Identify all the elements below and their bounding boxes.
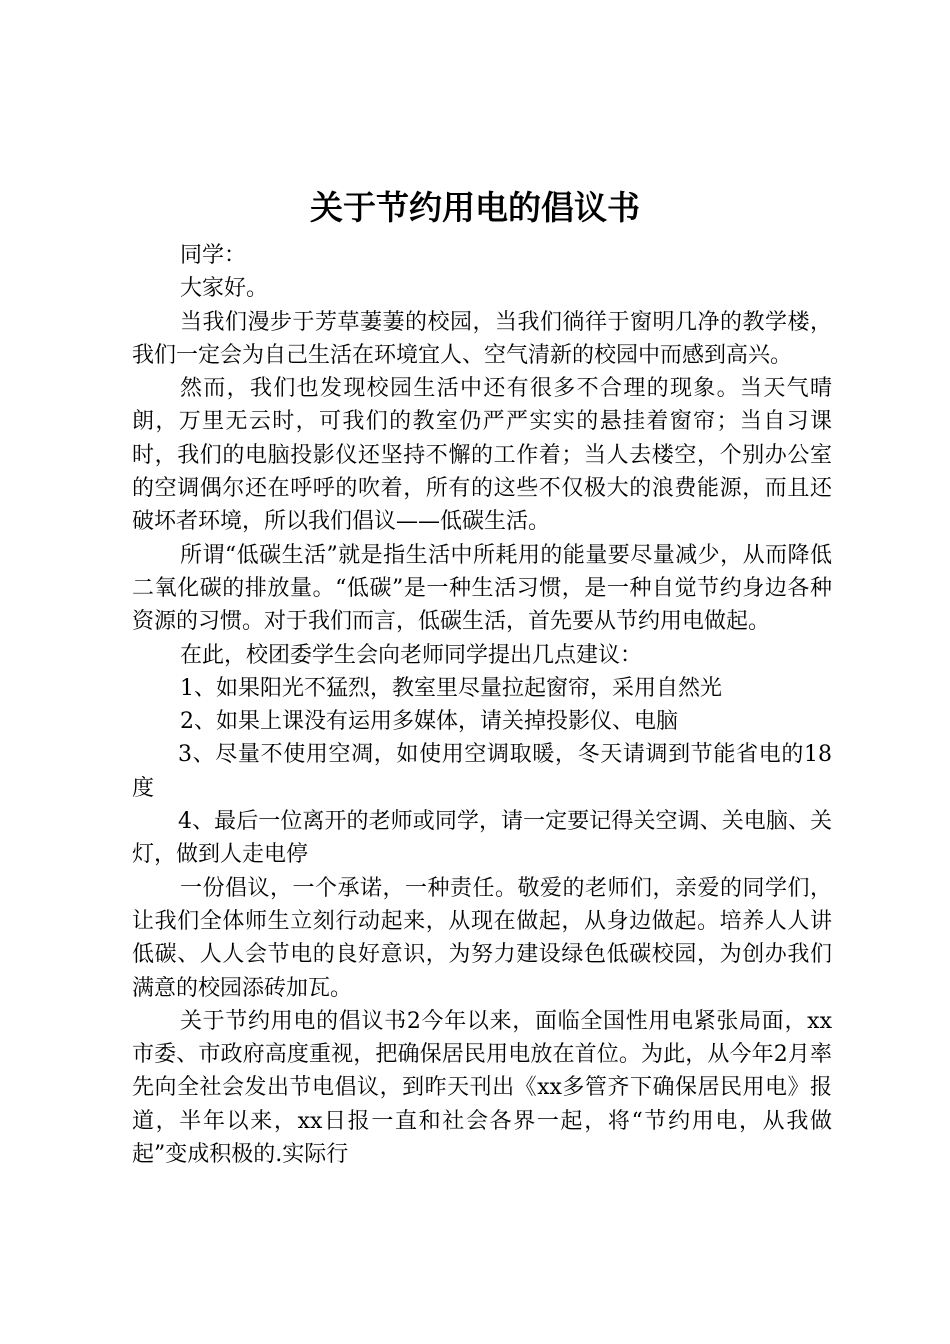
paragraph: 当我们漫步于芳草萋萋的校园，当我们徜徉于窗明几净的教学楼，我们一定会为自己生活在环境宜人、空气清新的校园中而感到高兴。 xyxy=(132,309,832,368)
greeting: 大家好。 xyxy=(180,276,269,302)
paragraph: 所谓“低碳生活”就是指生活中所耗用的能量要尽量减少，从而降低二氧化碳的排放量。“低碳”是一种生活习惯，是一种自觉节约身边各种资源的习惯。对于我们而言，低碳生活，首先要从节约用电做起。 xyxy=(132,542,832,635)
salutation: 同学： xyxy=(180,243,247,268)
paragraph: 在此，校团委学生会向老师同学提出几点建议： xyxy=(180,642,643,668)
suggestion-item: 1、如果阳光不猛烈，教室里尽量拉起窗帘，采用自然光 xyxy=(180,675,722,701)
suggestion-item: 4、最后一位离开的老师或同学，请一定要记得关空调、关电脑、关灯，做到人走电停 xyxy=(132,809,832,868)
document-title: 关于节约用电的倡议书 xyxy=(310,188,640,227)
document-body xyxy=(132,239,832,1171)
suggestion-item: 3、尽量不使用空凋，如使用空调取暖，冬天请调到节能省电的18度 xyxy=(132,742,832,801)
paragraph: 然而，我们也发现校园生活中还有很多不合理的现象。当天气晴朗，万里无云时，可我们的教室仍严严实实的悬挂着窗帘；当自习课时，我们的电脑投影仪还坚持不懈的工作着；当人去楼空，个别办公室的空调偶尔还在呼呼的吹着，所有的这些不仅极大的浪费能源，而且还破坏者环境，所以我们倡议——低碳生活。 xyxy=(132,376,832,535)
paragraph: 关于节约用电的倡议书2今年以来，面临全国性用电紧张局面，xx市委、市政府高度重视，把确保居民用电放在首位。为此，从今年2月率先向全社会发出节电倡议，到昨天刊出《xx多管齐下确保居民用电》报道，半年以来，xx日报一直和社会各界一起，将“节约用电，从我做起”变成积极的.实际行 xyxy=(132,1008,832,1168)
paragraph: 一份倡议，一个承诺，一种责任。敬爱的老师们，亲爱的同学们，让我们全体师生立刻行动起来，从现在做起，从身边做起。培养人人讲低碳、人人会节电的良好意识，为努力建设绿色低碳校园，为创办我们满意的校园添砖加瓦。 xyxy=(132,875,832,1001)
suggestion-item: 2、如果上课没有运用多媒体，请关掉投影仪、电脑 xyxy=(180,709,678,735)
